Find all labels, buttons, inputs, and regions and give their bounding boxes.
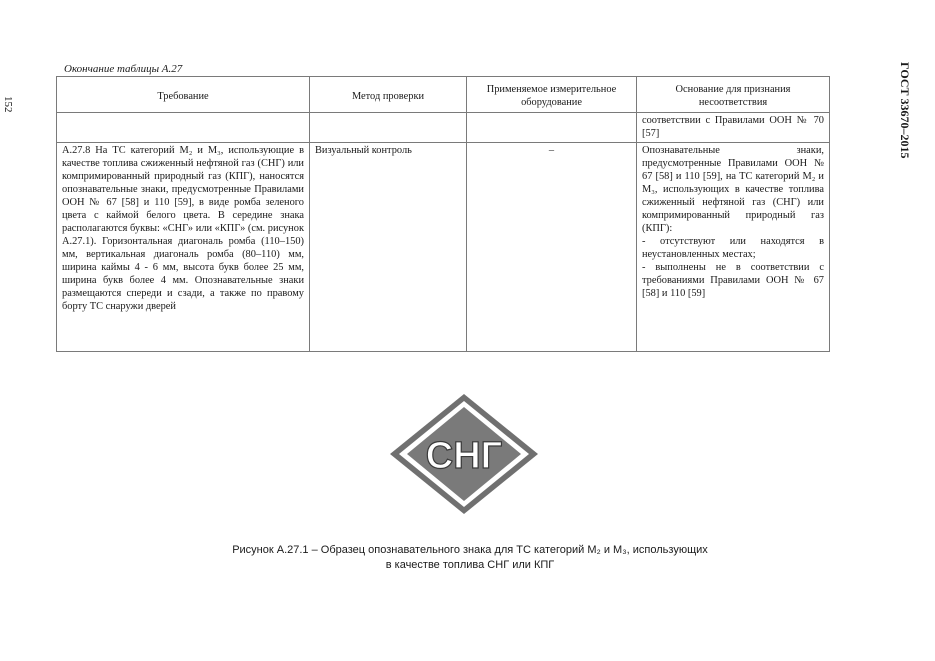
table-continuation-label: Окончание таблицы А.27 [64, 63, 183, 75]
document-code: ГОСТ 33670–2015 [898, 62, 912, 159]
table-row-continued [57, 113, 830, 143]
sign-letters: СНГ [425, 435, 503, 477]
cell-empty [57, 113, 310, 143]
header-method: Метод проверки [310, 77, 467, 113]
figure-caption [170, 543, 770, 573]
page-number: 152 [2, 96, 14, 113]
header-equipment: Применяемое измерительное оборудование [467, 77, 637, 113]
cell-method: Визуальный контроль [310, 143, 467, 352]
cell-empty [310, 113, 467, 143]
basis-text: Опознавательные знаки, предусмотренные Правилами ООН № 67 [58] и 110 [59], на ТС категорий М₂ и М₃, использующих в качестве топлива сжиженный нефтяной газ (СНГ) или компримированный природный газ (КПГ): [642, 145, 824, 234]
cell-equipment: – [467, 143, 637, 352]
sng-sign-figure [388, 392, 540, 516]
basis-item: - отсутствуют или находятся в неустановленных местах; [642, 236, 824, 260]
cell-requirement: А.27.8 На ТС категорий М₂ и М₃, использующие в качестве топлива сжиженный нефтяной газ (СНГ) или компримированный природный газ (КПГ), наносятся опознавательные знаки, предусмотренные Правилами ООН № 67 [58] и 110 [59], в виде ромба зеленого цвета с каймой белого цвета. В середине знака располагаются буквы: «СНГ» или «КПГ» (см. рисунок А.27.1). Горизонтальная диагональ ромба (110–150) мм, вертикальная диагональ ромба (80–110) мм, ширина каймы 4 - 6 мм, высота букв более 25 мм, ширина букв более 4 мм. Опознавательные знаки размещаются спереди и сзади, а также по правому борту ТС снаружи дверей [57, 143, 310, 352]
cell-empty [467, 113, 637, 143]
caption-line-1: Рисунок А.27.1 – Образец опознавательного знака для ТС категорий М₂ и М₃, использующих [232, 544, 708, 556]
requirements-table [56, 76, 830, 352]
cell-basis [637, 143, 830, 352]
header-basis: Основание для признания несоответствия [637, 77, 830, 113]
table-header-row [57, 77, 830, 113]
caption-line-2: в качестве топлива СНГ или КПГ [385, 559, 555, 571]
cell-basis-continued: соответствии с Правилами ООН № 70 [57] [637, 113, 830, 143]
table-row [57, 143, 830, 352]
header-requirement: Требование [57, 77, 310, 113]
basis-item: - выполнены не в соответствии с требованиями Правилами ООН № 67 [58] и 110 [59] [642, 262, 824, 299]
